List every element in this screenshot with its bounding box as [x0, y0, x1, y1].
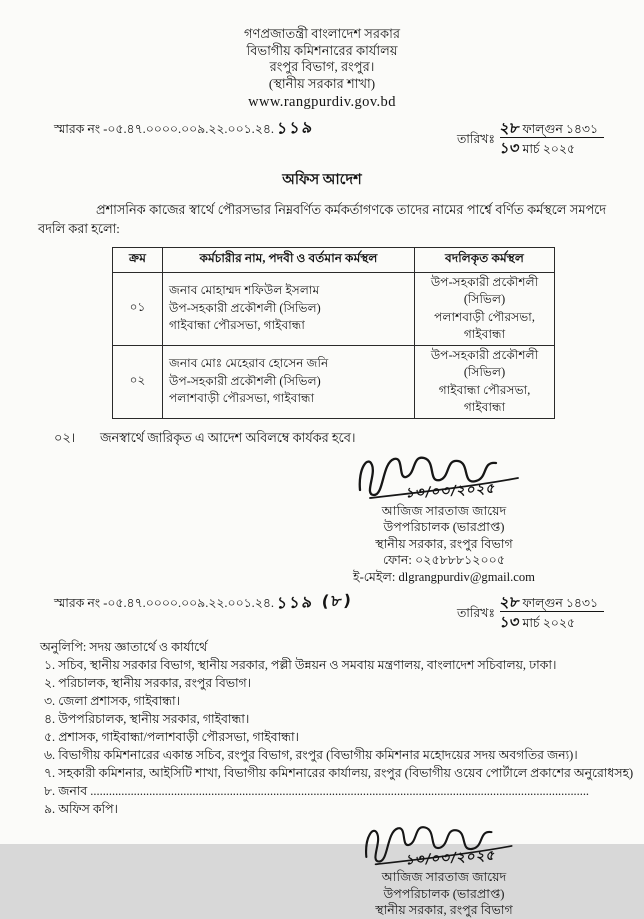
- cell-serial: ০১: [113, 272, 163, 345]
- date-bangla-day-handwritten: ২৮: [498, 118, 521, 137]
- cell-transferred-posting: [415, 272, 555, 345]
- date-bangla: [498, 593, 604, 612]
- signatory-name: আজিজ সারতাজ জায়েদ: [381, 870, 507, 884]
- clause-text: জনস্বার্থে জারিকৃত এ আদেশ অবিলম্বে কার্যকর হবে।: [100, 430, 356, 445]
- memo-number-handwritten: ১১৯: [276, 116, 316, 138]
- employee-designation: উপ-সহকারী প্রকৌশলী (সিভিল): [169, 373, 321, 388]
- copy-item: ৪. উপপরিচালক, স্থানীয় সরকার, গাইবান্ধা।: [44, 712, 250, 726]
- signatory-designation: উপপরিচালক (ভারপ্রাপ্ত): [383, 520, 505, 534]
- date-bangla-day-handwritten: ২৮: [498, 593, 521, 611]
- header-current-posting: কর্মচারীর নাম, পদবী ও বর্তমান কর্মস্থল: [163, 247, 415, 272]
- division-name: রংপুর বিভাগ, রংপুর।: [269, 59, 375, 74]
- employee-name: জনাব মোহাম্মদ শফিউল ইসলাম: [169, 283, 320, 298]
- cell-transferred-posting: [415, 345, 555, 418]
- memo-date-row-2: [38, 590, 606, 635]
- signature-area: [316, 820, 572, 868]
- cell-serial: ০২: [113, 345, 163, 418]
- copy-item: ৬. বিভাগীয় কমিশনারের একান্ত সচিব, রংপুর বিভাগ, রংপুর (বিভাগীয় কমিশনার মহোদয়ের সদয় অবগতির জন্য)।: [44, 748, 578, 762]
- memo-number-2: [38, 590, 354, 615]
- employee-name: জনাব মোঃ মেহেরাব হোসেন জনি: [169, 356, 329, 371]
- table-row: [113, 272, 555, 345]
- copy-item-blank-recipient: ৮. জনাব .................................................................................................................................................................: [44, 784, 590, 798]
- copy-item: ৩. জেলা প্রশাসক, গাইবান্ধা।: [44, 694, 180, 708]
- memo-number-printed: স্মারক নং -০৫.৪৭.০০০০.০০৯.২২.০০১.২৪.: [54, 596, 274, 610]
- transfer-designation: উপ-সহকারী প্রকৌশলী (সিভিল): [430, 347, 539, 379]
- date-greg-day-handwritten: ১৩: [498, 138, 521, 157]
- memo-date-row-1: [38, 116, 606, 161]
- date-bangla-month-year: ফাল্গুন ১৪৩১: [522, 121, 598, 136]
- signatory-name: আজিজ সারতাজ জায়েদ: [381, 503, 507, 518]
- clause-number: ০২।: [54, 430, 76, 445]
- effective-clause: [38, 429, 606, 450]
- copy-item: ৫. প্রশাসক, গাইবান্ধা/পলাশবাড়ী পৌরসভা, গাইবান্ধা।: [44, 730, 299, 744]
- transfer-station: পলাশবাড়ী পৌরসভা, গাইবান্ধা: [434, 309, 535, 341]
- copy-item: ১. সচিব, স্থানীয় সরকার বিভাগ, স্থানীয় সরকার, পল্লী উন্নয়ন ও সমবায় মন্ত্রণালয়, বাংলাদেশ সচিবালয়, ঢাকা।: [44, 658, 557, 672]
- government-name: গণপ্রজাতন্ত্রী বাংলাদেশ সরকার: [243, 26, 401, 41]
- branch-name: (স্থানীয় সরকার শাখা): [268, 75, 376, 91]
- transfer-designation: উপ-সহকারী প্রকৌশলী (সিভিল): [430, 274, 539, 306]
- signatory-phone: ফোন: ০২৫৮৮৮১২০০৫: [382, 553, 506, 567]
- order-body-paragraph: প্রশাসনিক কাজের স্বার্থে পৌরসভার নিম্নবর্ণিত কর্মকর্তাগণকে তাদের নামের পার্শ্বে বর্ণিত কর্মস্থলে সমপদে বদলি করা হলো:: [38, 202, 606, 236]
- signature-area: [316, 450, 572, 502]
- signatory-email: ই-মেইল: dlgrangpurdiv@gmail.com: [353, 569, 535, 584]
- header-transferred-posting: বদলিকৃত কর্মস্থল: [415, 247, 555, 272]
- date-label: তারিখঃ: [456, 606, 495, 620]
- date-gregorian: [500, 615, 575, 630]
- signature-block-1: [316, 450, 572, 586]
- letterhead: [38, 26, 606, 111]
- date-greg-day-handwritten: ১৩: [498, 613, 521, 631]
- employee-designation: উপ-সহকারী প্রকৌশলী (সিভিল): [169, 300, 321, 315]
- date-bangla: [498, 118, 604, 138]
- document-title: অফিস আদেশ: [282, 171, 362, 188]
- cell-current-posting: [163, 272, 415, 345]
- date-greg-month-year: মার্চ ২০২৫: [522, 141, 575, 156]
- memo-number-1: [38, 116, 316, 141]
- header-serial: ক্রম: [113, 247, 163, 272]
- date-block-1: [456, 118, 604, 161]
- cell-current-posting: [163, 345, 415, 418]
- office-name: বিভাগীয় কমিশনারের কার্যালয়: [246, 42, 398, 58]
- copy-item: ২. পরিচালক, স্থানীয় সরকার, রংপুর বিভাগ।: [44, 676, 252, 690]
- date-label: তারিখঃ: [456, 131, 495, 146]
- signature-date-handwritten: ১৩/০৩/২০২৫: [405, 480, 498, 502]
- copies-heading: অনুলিপি: সদয় জ্ঞাতার্থে ও কার্যার্থে: [40, 640, 208, 654]
- table-header-row: [113, 247, 555, 272]
- date-gregorian: [498, 138, 575, 157]
- date-fraction: [498, 118, 604, 161]
- date-bangla-month-year: ফাল্গুন ১৪৩১: [522, 596, 598, 610]
- employee-current-station: গাইবান্ধা পৌরসভা, গাইবান্ধা: [169, 318, 305, 333]
- memo-number-handwritten: ১১৯ (৮): [276, 590, 354, 613]
- signatory-office: স্থানীয় সরকার, রংপুর বিভাগ: [375, 536, 513, 551]
- transfer-station: গাইবান্ধা পৌরসভা, গাইবান্ধা: [438, 382, 531, 414]
- signature-block-2: [316, 820, 572, 919]
- website-url: www.rangpurdiv.gov.bd: [248, 94, 396, 110]
- date-block-2: [457, 595, 604, 635]
- signature-date-handwritten: ১৩/০৩/২০২৫: [405, 847, 498, 868]
- copy-item: ৭. সহকারী কমিশনার, আইসিটি শাখা, বিভাগীয় কমিশনারের কার্যালয়, রংপুর (বিভাগীয় ওয়েব পোর্টালে প্রকাশের অনুরোধসহ): [44, 766, 634, 780]
- employee-current-station: পলাশবাড়ী পৌরসভা, গাইবান্ধা: [169, 391, 315, 406]
- transfer-table: [112, 247, 555, 419]
- memo-number-printed: স্মারক নং -০৫.৪৭.০০০০.০০৯.২২.০০১.২৪.: [54, 121, 274, 136]
- table-row: [113, 345, 555, 418]
- signatory-designation: উপপরিচালক (ভারপ্রাপ্ত): [383, 886, 505, 901]
- date-greg-month-year: মার্চ ২০২৫: [522, 616, 575, 630]
- date-fraction: [500, 595, 604, 635]
- copy-distribution-list: [38, 639, 634, 818]
- signatory-office: স্থানীয় সরকার, রংপুর বিভাগ: [375, 903, 513, 917]
- copy-item: ৯. অফিস কপি।: [44, 802, 118, 816]
